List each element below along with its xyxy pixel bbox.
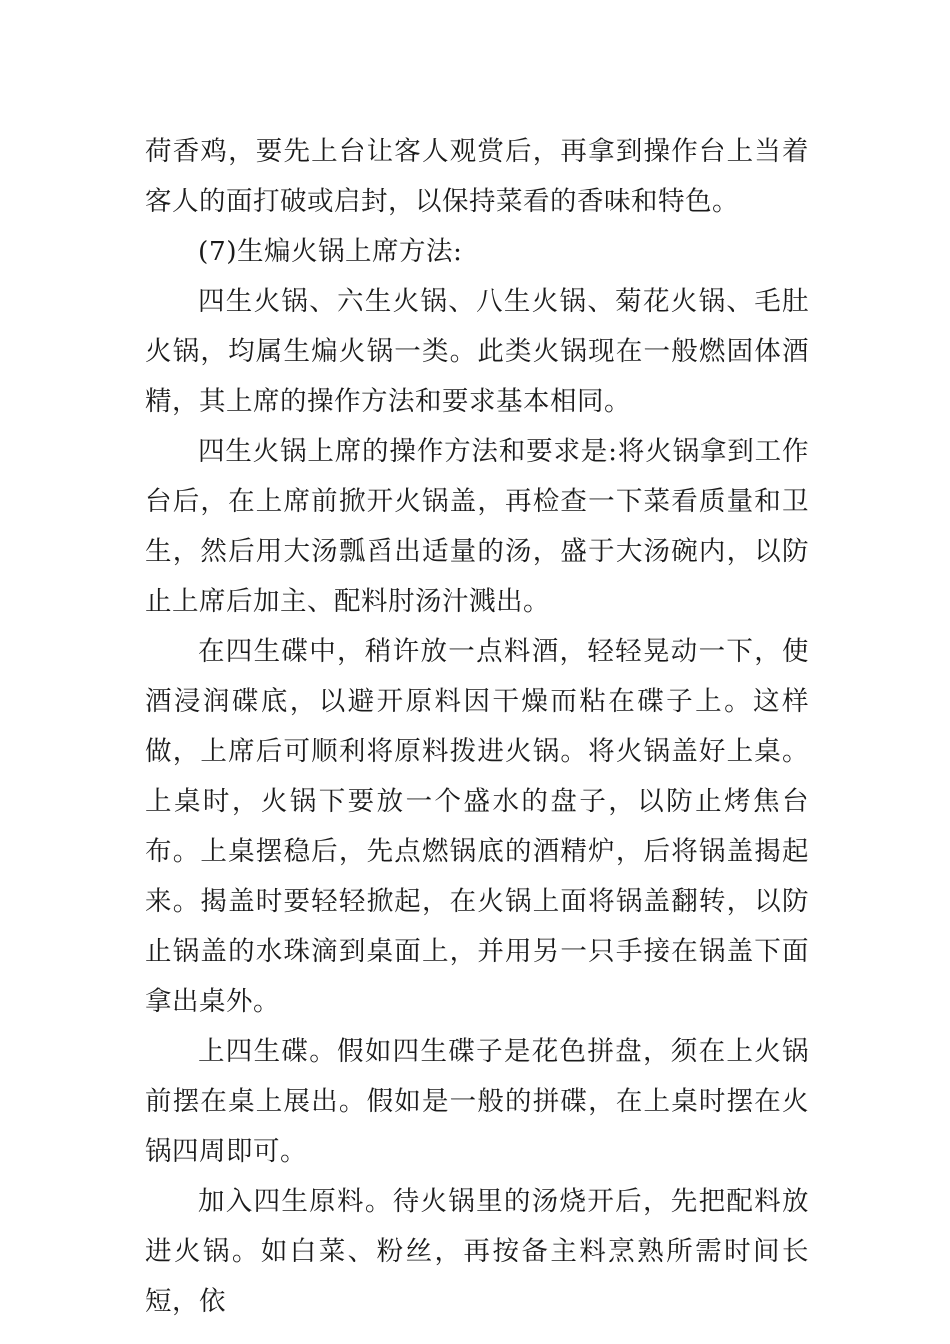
paragraph: 在四生碟中，稍许放一点料酒，轻轻晃动一下，使酒浸润碟底，以避开原料因干燥而粘在碟子上。这样做，上席后可顺利将原料拨进火锅。将火锅盖好上桌。上桌时，火锅下要放一个盛水的盘子，以防止烤焦台布。上桌摆稳后，先点燃锅底的酒精炉，后将锅盖揭起来。揭盖时要轻轻掀起，在火锅上面将锅盖翻转，以防止锅盖的水珠滴到桌面上，并用另一只手接在锅盖下面拿出桌外。 <box>145 636 809 1017</box>
paragraph: 四生火锅、六生火锅、八生火锅、菊花火锅、毛肚火锅，均属生煸火锅一类。此类火锅现在一般燃固体酒精，其上席的操作方法和要求基本相同。 <box>145 286 809 417</box>
paragraph: 四生火锅上席的操作方法和要求是:将火锅拿到工作台后，在上席前掀开火锅盖，再检查一下菜看质量和卫生，然后用大汤瓢舀出适量的汤，盛于大汤碗内，以防止上席后加主、配料肘汤汁溅出。 <box>145 436 809 617</box>
paragraph-heading: (7)生煸火锅上席方法: <box>198 236 463 267</box>
paragraph: 荷香鸡，要先上台让客人观赏后，再拿到操作台上当着客人的面打破或启封，以保持菜看的香味和特色。 <box>145 136 809 217</box>
document-body <box>145 127 809 1327</box>
paragraph: 上四生碟。假如四生碟子是花色拼盘，须在上火锅前摆在桌上展出。假如是一般的拼碟，在上桌时摆在火锅四周即可。 <box>145 1036 809 1167</box>
paragraph: 加入四生原料。待火锅里的汤烧开后，先把配料放进火锅。如白菜、粉丝，再按备主料烹熟所需时间长短，依 <box>145 1186 809 1317</box>
